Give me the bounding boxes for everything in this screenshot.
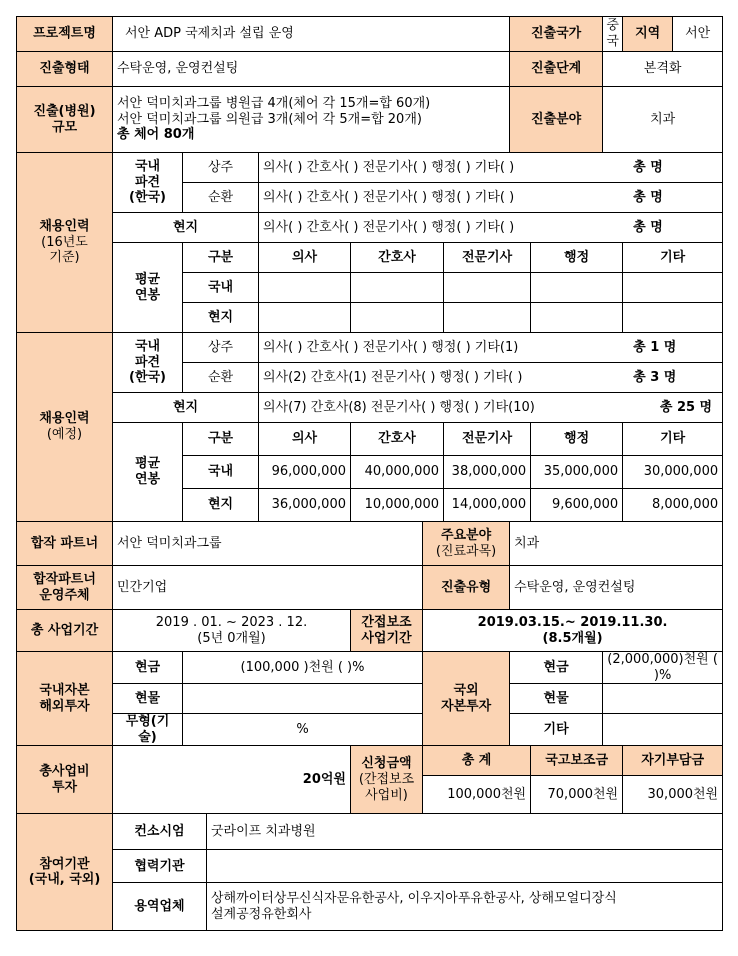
staff16-resident-total: 총 명 bbox=[633, 159, 663, 175]
staffplan-domestic-admin: 35,000,000 bbox=[531, 456, 623, 489]
staff16-resident-label: 상주 bbox=[183, 153, 259, 183]
scale-label-1: 진출(병원) bbox=[33, 103, 96, 119]
staff16-domestic-doctor bbox=[259, 273, 351, 303]
staffplan-col-technician: 전문기사 bbox=[444, 423, 531, 456]
country-label: 진출국가 bbox=[510, 17, 603, 52]
staffplan-salary-1: 평균 bbox=[134, 456, 161, 472]
scale-line-1: 서안 덕미치과그룹 병원급 4개(체어 각 15개=합 60개) bbox=[117, 96, 431, 112]
staff16-division: 구분 bbox=[183, 243, 259, 273]
budget-col-total: 총 계 bbox=[423, 746, 531, 776]
staff16-dispatch-3: (한국) bbox=[129, 190, 166, 206]
staffplan-dispatch-3: (한국) bbox=[129, 370, 166, 386]
staffplan-domestic-other: 30,000,000 bbox=[623, 456, 723, 489]
region-label: 지역 bbox=[623, 17, 673, 52]
project-name-label: 프로젝트명 bbox=[17, 17, 113, 52]
country-text: 중국 bbox=[606, 18, 619, 49]
staffplan-dispatch-2: 파견 bbox=[134, 354, 161, 370]
staff16-local-label: 현지 bbox=[113, 213, 259, 243]
cooperation-value bbox=[207, 850, 723, 883]
support-label-1: 간접보조 bbox=[361, 614, 412, 630]
entry-type: 수탁운영, 운영컨설팅 bbox=[113, 52, 510, 87]
staffplan-col-nurse: 간호사 bbox=[351, 423, 444, 456]
scale-label bbox=[17, 87, 113, 153]
foreign-inkind-label: 현물 bbox=[510, 684, 603, 714]
service-line-2: 설계공정유한회사 bbox=[211, 906, 312, 922]
invest-intangible-value: % bbox=[183, 714, 423, 746]
support-line-1: 2019.03.15.~ 2019.11.30. bbox=[477, 614, 668, 630]
row-staff16-local bbox=[17, 213, 723, 243]
staff16-domestic-label: 국내 bbox=[183, 273, 259, 303]
row-invest-cash bbox=[17, 652, 723, 684]
country-value bbox=[603, 17, 623, 52]
staff16-domestic-other bbox=[623, 273, 723, 303]
staff16-col-admin: 행정 bbox=[531, 243, 623, 273]
foreign-inkind-value bbox=[603, 684, 723, 714]
budget-total: 20억원 bbox=[113, 746, 351, 814]
staffplan-localrow-label: 현지 bbox=[183, 489, 259, 522]
row-invest-intangible bbox=[17, 714, 723, 746]
staff16-domestic-nurse bbox=[351, 273, 444, 303]
entry-stage: 본격화 bbox=[603, 52, 723, 87]
staff16-rotation-label: 순환 bbox=[183, 183, 259, 213]
staffplan-local-other: 8,000,000 bbox=[623, 489, 723, 522]
staff16-local-cell bbox=[259, 213, 723, 243]
staff16-dispatch-2: 파견 bbox=[134, 174, 161, 190]
staff16-local-other bbox=[623, 303, 723, 333]
partner-label: 합작 파트너 bbox=[17, 522, 113, 566]
staff16-resident-text: 의사( ) 간호사( ) 전문기사( ) 행정( ) 기타( ) bbox=[263, 159, 515, 175]
staffplan-domestic-label: 국내 bbox=[183, 456, 259, 489]
staffplan-local-text: 의사(7) 간호사(8) 전문기사( ) 행정( ) 기타(10) bbox=[263, 399, 535, 415]
entry-field: 치과 bbox=[603, 87, 723, 153]
row-partner bbox=[17, 522, 723, 566]
consortium-label: 컨소시엄 bbox=[113, 814, 207, 850]
domestic-invest-label-1: 국내자본 bbox=[39, 683, 90, 699]
project-name: 서안 ADP 국제치과 설립 운영 bbox=[113, 17, 510, 52]
scale-detail bbox=[113, 87, 510, 153]
row-invest-inkind bbox=[17, 684, 723, 714]
staff16-local-technician bbox=[444, 303, 531, 333]
main-field-label-2: (진료과목) bbox=[435, 543, 497, 559]
staff16-salary-2: 연봉 bbox=[134, 287, 161, 303]
budget-val-self: 30,000천원 bbox=[623, 776, 723, 814]
foreign-invest-label-1: 국외 bbox=[453, 683, 479, 699]
staffplan-resident-label: 상주 bbox=[183, 333, 259, 363]
staff16-resident-cell bbox=[259, 153, 723, 183]
staffplan-dispatch-label bbox=[113, 333, 183, 393]
staff16-salary-1: 평균 bbox=[134, 271, 161, 287]
staffplan-resident-cell bbox=[259, 333, 723, 363]
staff16-dispatch-label bbox=[113, 153, 183, 213]
invest-inkind-label: 현물 bbox=[113, 684, 183, 714]
staffplan-rotation-label: 순환 bbox=[183, 363, 259, 393]
foreign-other-value bbox=[603, 714, 723, 746]
staff16-rotation-total: 총 명 bbox=[633, 189, 663, 205]
support-line-2: (8.5개월) bbox=[542, 630, 603, 646]
partner-entry-type: 수탁운영, 운영컨설팅 bbox=[510, 566, 723, 610]
participants-label-1: 참여기관 bbox=[39, 856, 90, 872]
staff16-col-other: 기타 bbox=[623, 243, 723, 273]
support-period-value bbox=[423, 610, 723, 652]
participants-label bbox=[17, 814, 113, 931]
main-field-label bbox=[423, 522, 510, 566]
staff16-col-doctor: 의사 bbox=[259, 243, 351, 273]
budget-val-total: 100,000천원 bbox=[423, 776, 531, 814]
staff16-col-technician: 전문기사 bbox=[444, 243, 531, 273]
foreign-cash-label: 현금 bbox=[510, 652, 603, 684]
domestic-invest-label-2: 해외투자 bbox=[39, 698, 90, 714]
staff16-domestic-admin bbox=[531, 273, 623, 303]
staff16-salary-label bbox=[113, 243, 183, 333]
operator-label-2: 운영주체 bbox=[39, 587, 90, 603]
row-staffplan-resident bbox=[17, 333, 723, 363]
staffplan-local-nurse: 10,000,000 bbox=[351, 489, 444, 522]
support-period-label bbox=[351, 610, 423, 652]
staffplan-salary-label bbox=[113, 423, 183, 522]
period-line-2: (5년 0개월) bbox=[197, 630, 266, 646]
staffplan-domestic-doctor: 96,000,000 bbox=[259, 456, 351, 489]
staff16-label-3: 기준) bbox=[49, 250, 80, 266]
staffplan-division: 구분 bbox=[183, 423, 259, 456]
staff16-dispatch-1: 국내 bbox=[134, 159, 161, 175]
partner-name: 서안 덕미치과그룹 bbox=[113, 522, 423, 566]
staff16-local-doctor bbox=[259, 303, 351, 333]
cooperation-label: 협력기관 bbox=[113, 850, 207, 883]
staff16-label bbox=[17, 153, 113, 333]
staffplan-label-1: 채용인력 bbox=[39, 411, 90, 427]
support-label-2: 사업기간 bbox=[361, 630, 412, 646]
period-label: 총 사업기간 bbox=[17, 610, 113, 652]
invest-inkind-value bbox=[183, 684, 423, 714]
row-cooperation bbox=[17, 850, 723, 883]
staff16-local-text: 의사( ) 간호사( ) 전문기사( ) 행정( ) 기타( ) bbox=[263, 219, 515, 235]
apply-label-1: 신청금액 bbox=[361, 756, 412, 772]
staffplan-rotation-total: 총 3 명 bbox=[633, 369, 677, 385]
entry-type-label: 진출형태 bbox=[17, 52, 113, 87]
region-value: 서안 bbox=[673, 17, 723, 52]
invest-cash-label: 현금 bbox=[113, 652, 183, 684]
staffplan-col-doctor: 의사 bbox=[259, 423, 351, 456]
staff16-local-admin bbox=[531, 303, 623, 333]
row-budget-header bbox=[17, 746, 723, 776]
domestic-invest-label bbox=[17, 652, 113, 746]
staffplan-salary-2: 연봉 bbox=[134, 472, 161, 487]
main-field-label-1: 주요분야 bbox=[440, 527, 492, 543]
budget-label-1: 총사업비 bbox=[39, 764, 90, 780]
staffplan-local-doctor: 36,000,000 bbox=[259, 489, 351, 522]
scale-label-2: 규모 bbox=[51, 119, 78, 135]
staff16-domestic-technician bbox=[444, 273, 531, 303]
budget-val-gov: 70,000천원 bbox=[531, 776, 623, 814]
row-staffplan-local bbox=[17, 393, 723, 423]
staffplan-col-admin: 행정 bbox=[531, 423, 623, 456]
budget-label-2: 투자 bbox=[51, 779, 78, 795]
consortium-value: 굿라이프 치과병원 bbox=[207, 814, 723, 850]
staffplan-label bbox=[17, 333, 113, 522]
foreign-cash-value: (2,000,000)천원 ( )% bbox=[603, 652, 723, 684]
service-value bbox=[207, 883, 723, 931]
staffplan-local-cell bbox=[259, 393, 723, 423]
entry-field-label: 진출분야 bbox=[510, 87, 603, 153]
row-period bbox=[17, 610, 723, 652]
staffplan-local-technician: 14,000,000 bbox=[444, 489, 531, 522]
invest-intangible-label: 무형(기술) bbox=[113, 714, 183, 746]
row-entry-type bbox=[17, 52, 723, 87]
staffplan-domestic-nurse: 40,000,000 bbox=[351, 456, 444, 489]
foreign-invest-label-2: 자본투자 bbox=[440, 698, 492, 714]
staffplan-rotation-cell bbox=[259, 363, 723, 393]
invest-cash-value: (100,000 )천원 ( )% bbox=[183, 652, 423, 684]
staffplan-rotation-text: 의사(2) 간호사(1) 전문기사( ) 행정( ) 기타( ) bbox=[263, 369, 523, 385]
foreign-other-label: 기타 bbox=[510, 714, 603, 746]
staff16-local-nurse bbox=[351, 303, 444, 333]
row-staff16-resident bbox=[17, 153, 723, 183]
staff16-rotation-text: 의사( ) 간호사( ) 전문기사( ) 행정( ) 기타( ) bbox=[263, 189, 515, 205]
staff16-label-2: (16년도 bbox=[41, 234, 88, 250]
staffplan-local-total: 총 25 명 bbox=[659, 399, 713, 415]
row-operator bbox=[17, 566, 723, 610]
staffplan-resident-total: 총 1 명 bbox=[633, 339, 677, 355]
apply-amount-label bbox=[351, 746, 423, 814]
budget-label bbox=[17, 746, 113, 814]
staff16-local-total: 총 명 bbox=[633, 219, 663, 235]
participants-label-2: (국내, 국외) bbox=[28, 872, 101, 888]
apply-label-2: (간접보조 bbox=[358, 772, 415, 788]
row-scale bbox=[17, 87, 723, 153]
row-project bbox=[17, 17, 723, 52]
apply-label-3: 사업비) bbox=[365, 787, 408, 803]
period-value bbox=[113, 610, 351, 652]
row-consortium bbox=[17, 814, 723, 850]
staffplan-domestic-technician: 38,000,000 bbox=[444, 456, 531, 489]
row-staff16-salary-header bbox=[17, 243, 723, 273]
project-overview-form bbox=[16, 16, 723, 931]
staff16-label-1: 채용인력 bbox=[39, 219, 90, 235]
staffplan-col-other: 기타 bbox=[623, 423, 723, 456]
staff16-localrow-label: 현지 bbox=[183, 303, 259, 333]
entry-stage-label: 진출단계 bbox=[510, 52, 603, 87]
scale-line-2: 서안 덕미치과그룹 의원급 3개(체어 각 5개=합 20개) bbox=[117, 111, 422, 127]
period-line-1: 2019 . 01. ~ 2023 . 12. bbox=[155, 614, 308, 630]
service-label: 용역업체 bbox=[113, 883, 207, 931]
staffplan-local-label: 현지 bbox=[113, 393, 259, 423]
staff16-col-nurse: 간호사 bbox=[351, 243, 444, 273]
operator-label bbox=[17, 566, 113, 610]
service-line-1: 상해까이터상무신식자문유한공사, 이우지아푸유한공사, 상해모얼디장식 bbox=[211, 891, 617, 907]
staffplan-local-admin: 9,600,000 bbox=[531, 489, 623, 522]
budget-col-self: 자기부담금 bbox=[623, 746, 723, 776]
operator-value: 민간기업 bbox=[113, 566, 423, 610]
staffplan-label-2: (예정) bbox=[46, 427, 83, 442]
row-staffplan-salary-header bbox=[17, 423, 723, 456]
main-field: 치과 bbox=[510, 522, 723, 566]
staff16-rotation-cell bbox=[259, 183, 723, 213]
staffplan-dispatch-1: 국내 bbox=[134, 339, 161, 355]
operator-label-1: 합작파트너 bbox=[33, 571, 96, 587]
row-service bbox=[17, 883, 723, 931]
budget-col-gov: 국고보조금 bbox=[531, 746, 623, 776]
staffplan-resident-text: 의사( ) 간호사( ) 전문기사( ) 행정( ) 기타(1) bbox=[263, 339, 519, 355]
foreign-invest-label bbox=[423, 652, 510, 746]
partner-entry-type-label: 진출유형 bbox=[423, 566, 510, 610]
scale-line-3: 총 체어 80개 bbox=[117, 127, 195, 143]
